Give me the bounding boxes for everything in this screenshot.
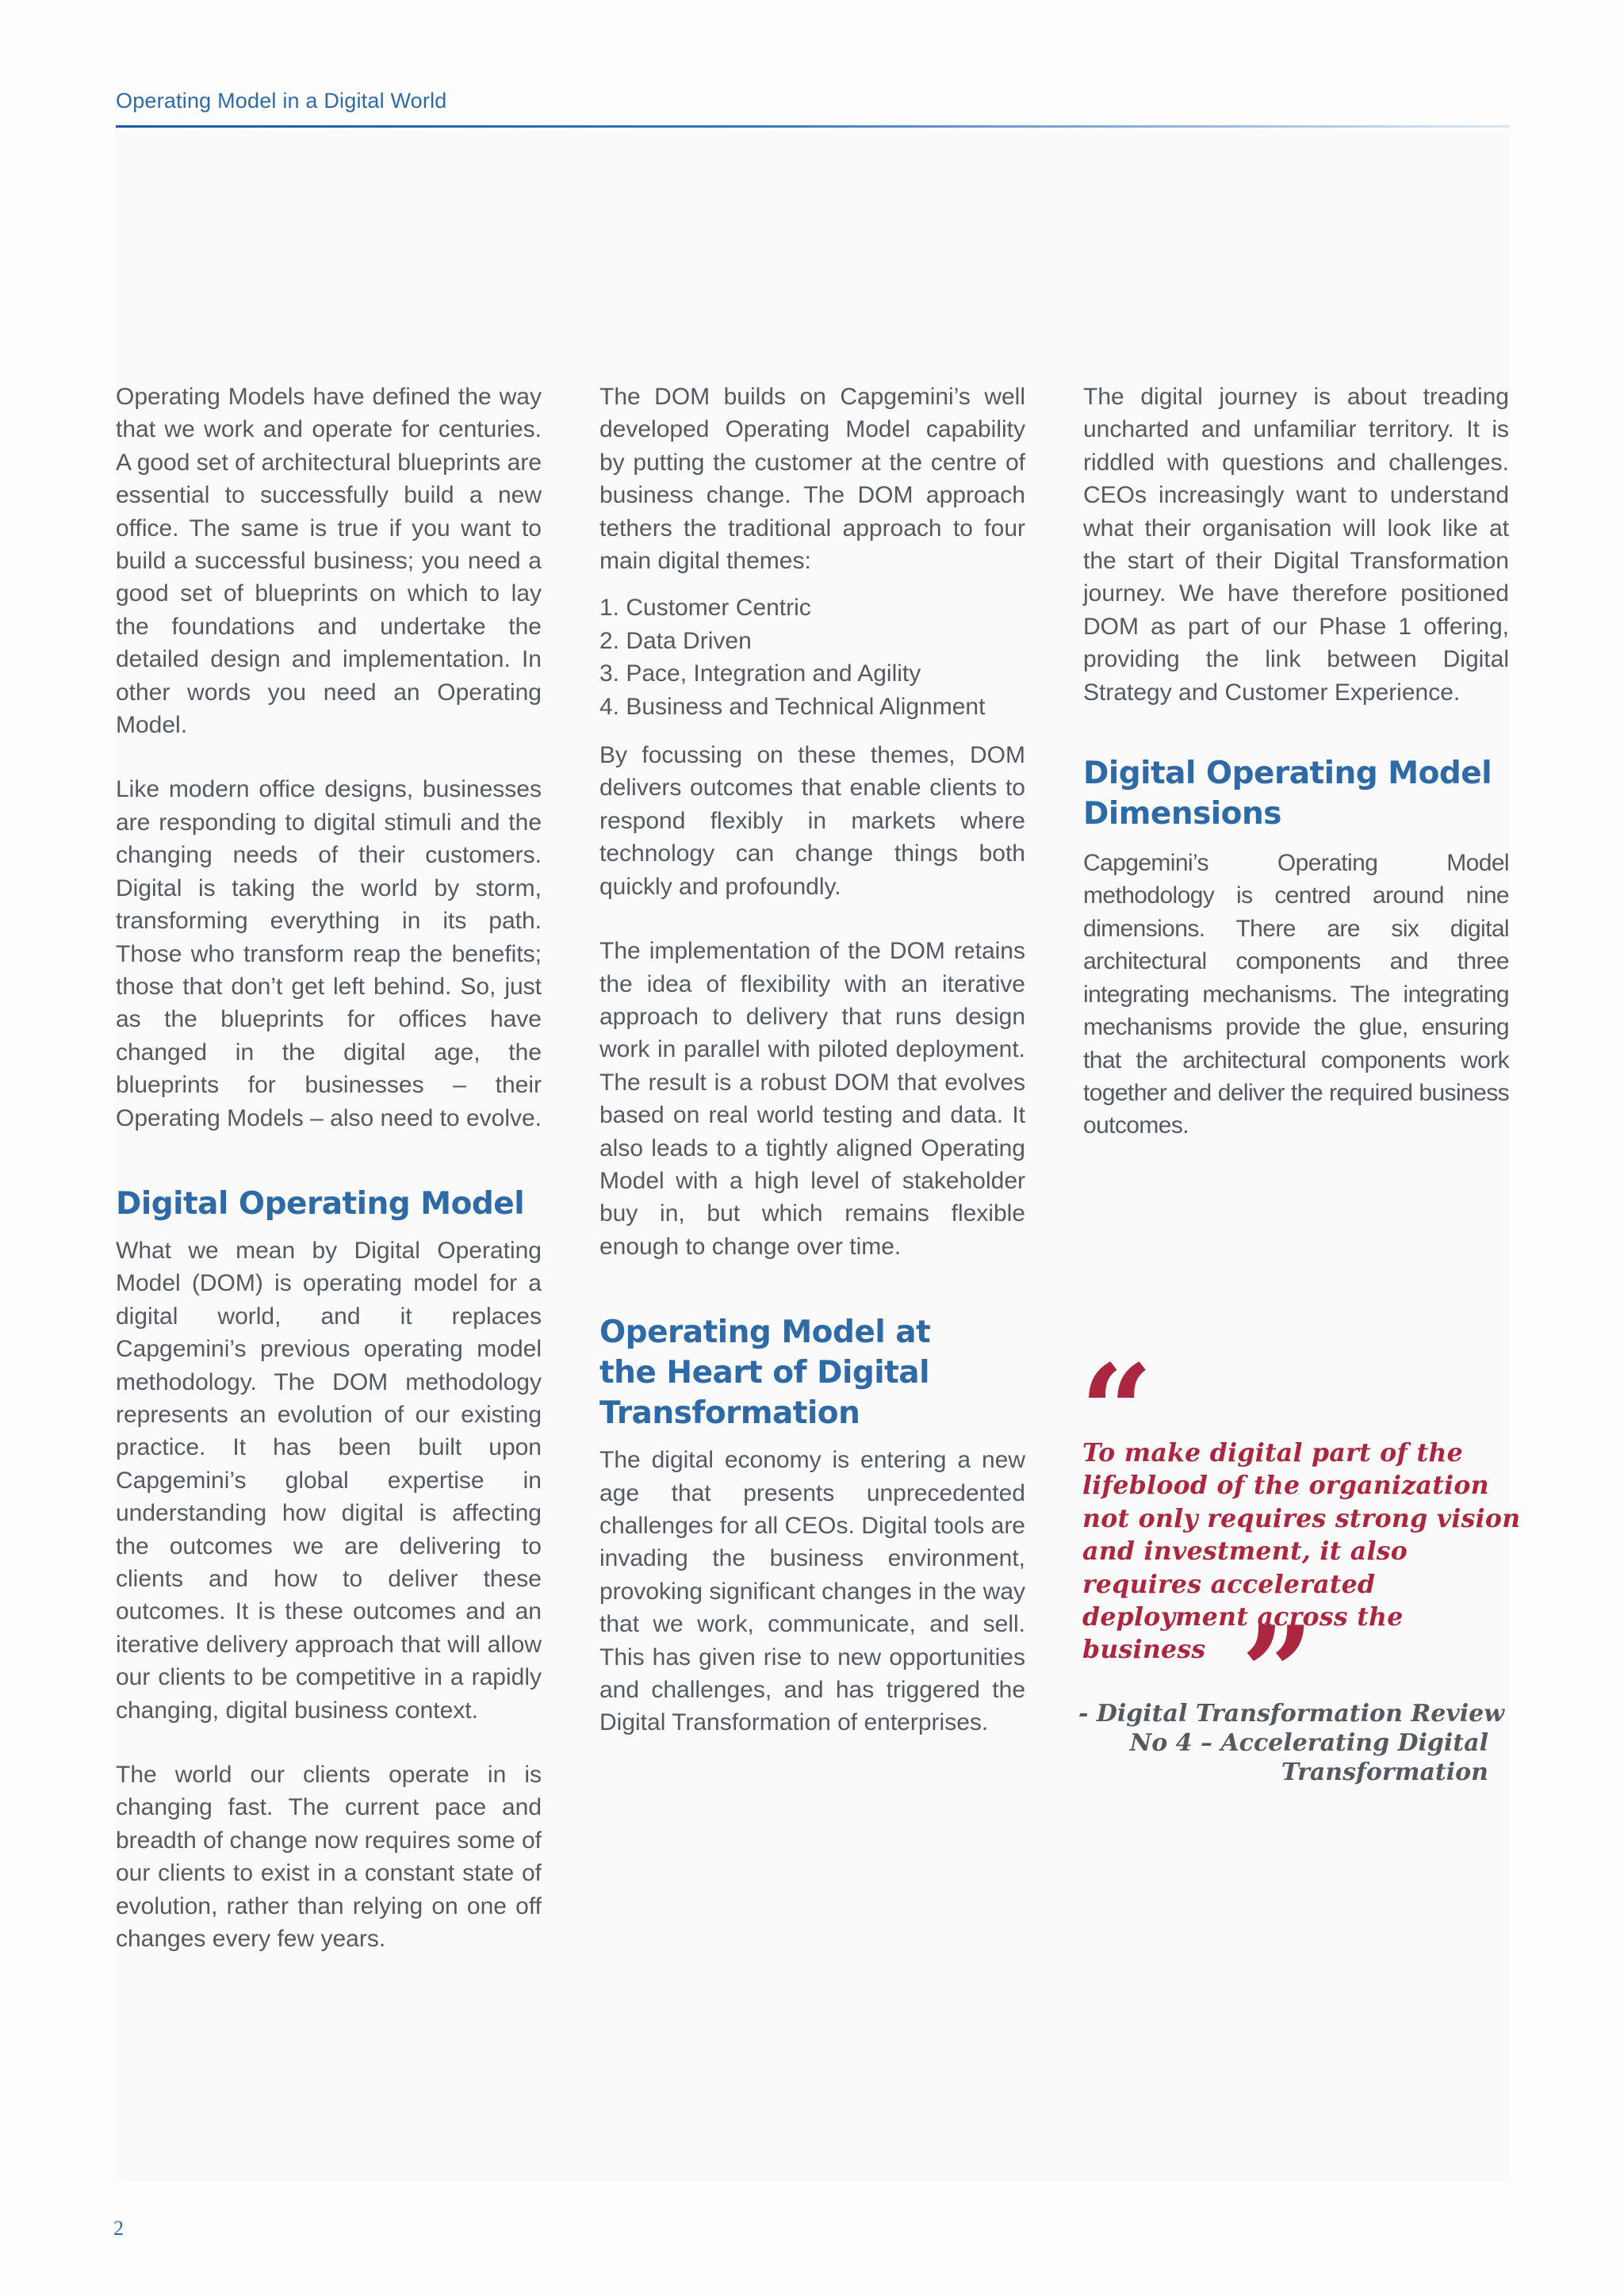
header-title: Operating Model in a Digital World: [116, 89, 447, 113]
implementation-paragraph: The implementation of the DOM retains the idea of flexibility with an iterative approach to delivery that runs design work in parallel with piloted deployment. The result is a robust DOM that evolves based on real world testing and data. It also leads to a tightly aligned Operating Model with a high level of stakeholder buy in, but which remains flexible enough to change over time.: [599, 938, 1025, 1260]
digital-journey-paragraph: The digital journey is about treading uncharted and unfamiliar territory. It is riddled with questions and challenges. CEOs increasingly want to understand what their organisation will look like at the start of their Digital Transformation journey. We have therefore positioned DOM as part of our Phase 1 offering, providing the link between Digital Strategy and Customer Experience.: [1083, 384, 1509, 706]
column-1: [116, 381, 542, 1955]
dom-builds-paragraph: The DOM builds on Capgemini’s well developed Operating Model capability by putting the customer at the centre of business change. The DOM approach tethers the traditional approach to four main digital themes:: [599, 384, 1025, 575]
focussing-paragraph: By focussing on these themes, DOM delivers outcomes that enable clients to respond flexibly in markets where technology can change things both quickly and profoundly.: [599, 742, 1025, 900]
heading-line: the Heart of Digital: [599, 1355, 929, 1391]
list-item: 1. Customer Centric: [599, 595, 811, 622]
intro-paragraph: Operating Models have defined the way that we work and operate for centuries. A good set of architectural blueprints are essential to successfully build a new office. The same is true if you want to build a successful business; you need a good set of blueprints on which to lay the foundations and undertake the detailed design and implementation. In other words you need an Operating Model.: [116, 384, 542, 739]
close-quote-mark: ”: [1241, 1598, 1315, 1747]
list-item: 2. Data Driven: [599, 627, 752, 654]
dom-definition-paragraph: What we mean by Digital Operating Model (DOM) is operating model for a digital world, and it replaces Capgemini’s previous operating model methodology. The DOM methodology represents an evolution of our existing practice. It has been built upon Capgemini’s global expertise in understanding how digital is affecting the outcomes we are delivering to clients and how to deliver these outcomes. It is these outcomes and an iterative delivery approach that will allow our clients to be competitive in a rapidly changing, digital business context.: [116, 1237, 542, 1724]
modern-office-paragraph: Like modern office designs, businesses are responding to digital stimuli and the changing needs of their customers. Digital is taking the world by storm, transforming everything in its path. Those who transform reap the benefits; those that don’t get left behind. So, just as the blueprints for offices have changed in the digital age, the blueprints for businesses – their Operating Models – also need to evolve.: [116, 776, 542, 1131]
attribution-line: No 4 – Accelerating Digital: [1129, 1729, 1488, 1757]
heading-digital-operating-model: Digital Operating Model: [116, 1185, 525, 1222]
heading-line: Operating Model at: [599, 1314, 931, 1351]
column-3: [1083, 381, 1509, 1142]
heading-dom-dimensions: [1083, 753, 1509, 834]
heading-line: Dimensions: [1083, 796, 1281, 832]
quote-attribution: [1078, 1699, 1505, 1787]
pull-quote-text: To make digital part of the lifeblood of the organization not only requires strong vision and investment, it also requires accelerated deployment across the business: [1082, 1438, 1521, 1665]
dimensions-paragraph: Capgemini’s Operating Model methodology is centred around nine dimensions. There are six digital architectural components and three integrating mechanisms. The integrating mechanisms provide the glue, ensuring that the architectural components work together and deliver the required business outcomes.: [1083, 850, 1509, 1139]
list-item: 3. Pace, Integration and Agility: [599, 660, 921, 687]
header-rule: [116, 125, 1510, 128]
heading-line: Digital Operating Model: [1083, 756, 1492, 792]
attribution-line: Transformation: [1281, 1758, 1488, 1786]
digital-economy-paragraph: The digital economy is entering a new age that presents unprecedented challenges for all CEOs. Digital tools are invading the business environment, provoking significant changes in the way that we work, communicate, and sell. This has given rise to new opportunities and challenges, and has triggered the Digital Transformation of enterprises.: [599, 1447, 1025, 1736]
list-item: 4. Business and Technical Alignment: [599, 693, 986, 720]
digital-themes-list: [599, 591, 1025, 723]
attribution-line: - Digital Transformation Review: [1078, 1700, 1505, 1728]
page-number: 2: [113, 2217, 124, 2240]
open-quote-mark: “: [1080, 1337, 1154, 1486]
heading-line: Transformation: [599, 1395, 860, 1432]
heading-operating-model-heart: [599, 1312, 1025, 1433]
column-2: [599, 381, 1025, 1739]
changing-world-paragraph: The world our clients operate in is changing fast. The current pace and breadth of change now requires some of our clients to exist in a constant state of evolution, rather than relying on one off changes every few years.: [116, 1762, 542, 1953]
